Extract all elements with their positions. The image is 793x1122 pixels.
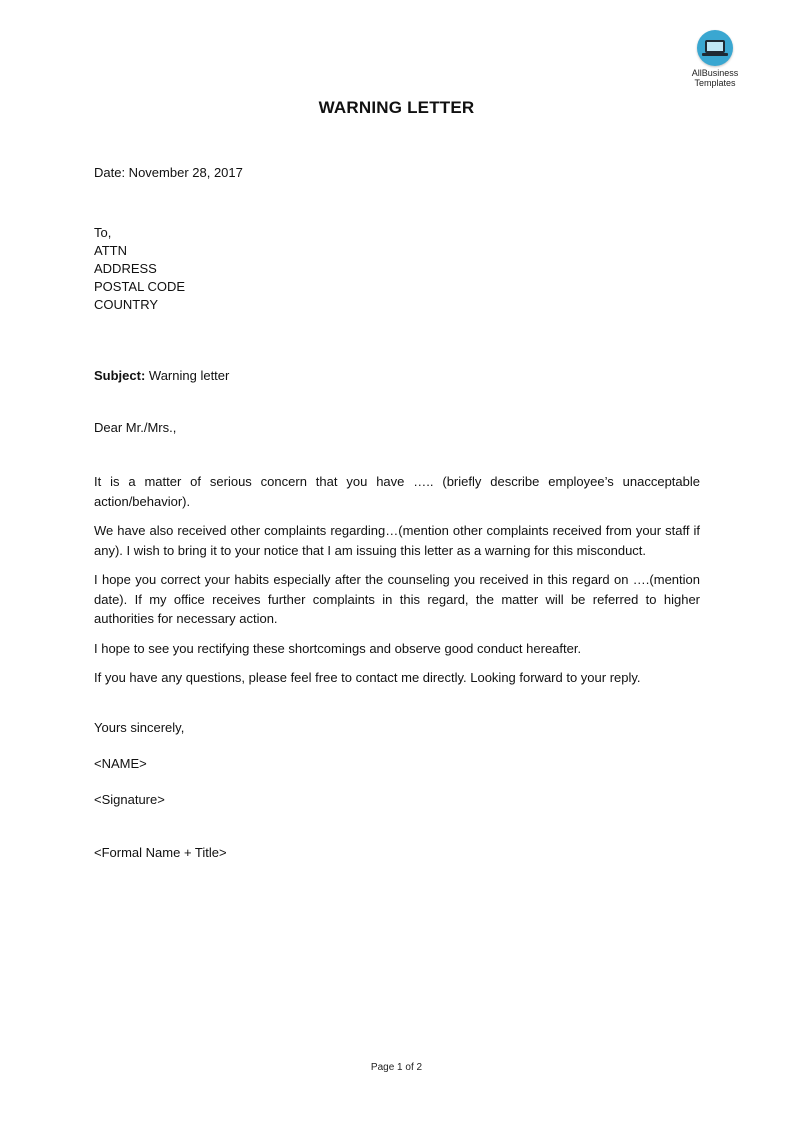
closing: Yours sincerely,	[94, 720, 185, 735]
logo-text-line1: AllBusiness	[691, 68, 739, 78]
body-paragraph: We have also received other complaints regarding…(mention other complaints received from your staff if any). I wish to bring it to your notice that I am issuing this letter as a warning for this misconduct.	[94, 523, 700, 558]
body-paragraph: If you have any questions, please feel free to contact me directly. Looking forward to your reply.	[94, 670, 641, 685]
address-line-country: COUNTRY	[94, 297, 159, 312]
address-line-address: ADDRESS	[94, 261, 157, 276]
letter-date: Date: November 28, 2017	[94, 165, 243, 180]
signature-placeholder: <Signature>	[94, 792, 165, 807]
address-line-postal-code: POSTAL CODE	[94, 279, 186, 294]
body-paragraph: I hope you correct your habits especially after the counseling you received in this regard on ….(mention date). If my office receives further complaints in this regard, the matter will be referred to higher authorities for necessary action.	[94, 572, 700, 626]
letter-body	[94, 472, 700, 698]
recipient-address	[94, 224, 700, 314]
address-line-to: To,	[94, 225, 112, 240]
logo-text-line2: Templates	[694, 78, 736, 88]
name-placeholder: <NAME>	[94, 756, 147, 771]
formal-name-placeholder: <Formal Name + Title>	[94, 845, 227, 860]
subject-line	[94, 367, 700, 385]
subject-label: Subject:	[94, 368, 146, 383]
body-paragraph: I hope to see you rectifying these shortcomings and observe good conduct hereafter.	[94, 640, 582, 656]
laptop-icon	[697, 30, 733, 66]
logo	[680, 30, 750, 88]
body-paragraph: It is a matter of serious concern that you have ….. (briefly describe employee’s unacceptable action/behavior).	[94, 474, 700, 509]
document-title: WARNING LETTER	[318, 98, 475, 117]
logo-text	[680, 68, 750, 88]
page-number: Page 1 of 2	[370, 1062, 423, 1073]
subject-text: Warning letter	[145, 368, 230, 383]
greeting: Dear Mr./Mrs.,	[94, 420, 177, 435]
address-line-attn: ATTN	[94, 243, 127, 258]
